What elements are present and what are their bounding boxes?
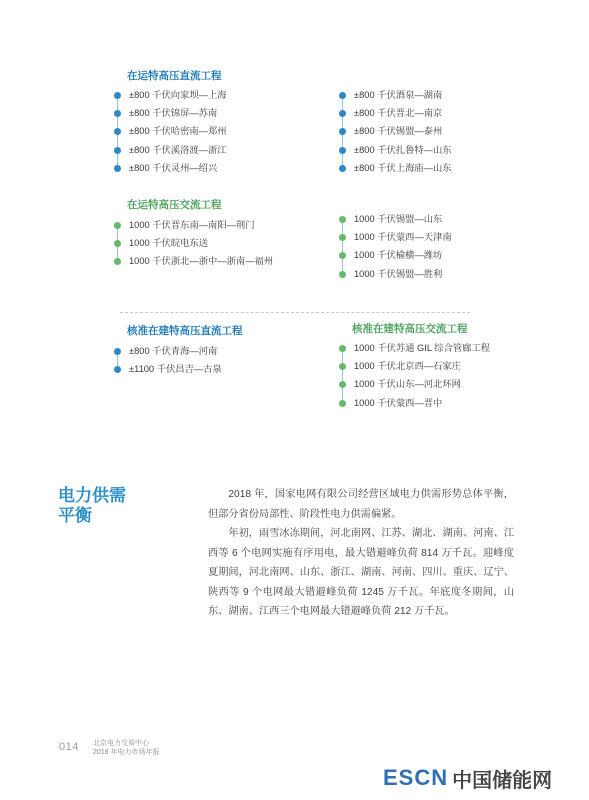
bullet-dot-icon — [114, 366, 121, 373]
body-paragraph: 2018 年，国家电网有限公司经营区域电力供需形势总体平衡，但部分省份局部性、阶段性电力供需偏紧。 — [208, 489, 514, 520]
divider — [120, 312, 470, 313]
list-item-label: ±800 千伏锦屏—苏南 — [129, 108, 218, 119]
bullet-dot-icon — [114, 128, 121, 135]
dc-approved-group — [127, 324, 243, 338]
dc-running-group — [127, 69, 222, 83]
ac-running-group — [127, 198, 222, 212]
dc-running-title: 在运特高压直流工程 — [127, 70, 222, 82]
bullet-dot-icon — [114, 222, 121, 229]
list-item-label: 1000 千伏皖电东送 — [129, 238, 209, 249]
bullet-dot-icon — [114, 110, 121, 117]
section-body — [208, 485, 514, 622]
list-item-label: ±800 千伏溪洛渡—浙江 — [129, 144, 227, 155]
bullet-dot-icon — [339, 234, 346, 241]
list-item-label: 1000 千伏锡盟—胜利 — [354, 268, 443, 279]
bullet-dot-icon — [114, 258, 121, 265]
list-item-label: ±1100 千伏昌吉—古泉 — [129, 364, 222, 375]
list-item-label: 1000 千伏山东—河北环网 — [354, 379, 461, 390]
list-item-label: ±800 千伏晋北—南京 — [354, 108, 443, 119]
bullet-dot-icon — [339, 345, 346, 352]
section-title-line2: 平衡 — [58, 506, 92, 525]
watermark-latin: ESCN — [383, 765, 449, 790]
dc-approved-title: 核准在建特高压直流工程 — [127, 325, 243, 337]
bullet-dot-icon — [339, 271, 346, 278]
ac-approved-title: 核准在建特高压交流工程 — [352, 323, 468, 335]
watermark-cjk: 中国储能网 — [452, 769, 553, 792]
list-item-label: 1000 千伏锡盟—山东 — [354, 214, 443, 224]
page-number: 014 — [59, 741, 79, 753]
bullet-dot-icon — [114, 348, 121, 355]
footer-org-name: 北京电力交易中心 — [93, 740, 149, 747]
bullet-dot-icon — [339, 216, 346, 223]
list-item-label: 1000 千伏苏通 GIL 综合管廊工程 — [354, 343, 491, 353]
footer-org — [93, 739, 160, 757]
timeline-line — [342, 348, 343, 403]
watermark-logo — [383, 764, 552, 792]
list-item-label: ±800 千伏向家坝—上海 — [129, 90, 227, 100]
section-title — [58, 486, 168, 526]
bullet-dot-icon — [114, 165, 121, 172]
bullet-dot-icon — [339, 165, 346, 172]
bullet-dot-icon — [114, 147, 121, 154]
bullet-dot-icon — [339, 252, 346, 259]
list-item-label: ±800 千伏酒泉—湖南 — [354, 90, 443, 100]
list-item-label: ±800 千伏灵州—绍兴 — [129, 162, 218, 173]
bullet-dot-icon — [339, 128, 346, 135]
list-item-label: ±800 千伏扎鲁特—山东 — [354, 144, 452, 155]
timeline-line — [342, 219, 343, 274]
ac-running-title: 在运特高压交流工程 — [127, 199, 222, 211]
footer-report-name: 2018 年电力市场年报 — [93, 749, 160, 756]
list-item-label: ±800 千伏上海庙—山东 — [354, 162, 452, 173]
list-item-label: 1000 千伏榆横—潍坊 — [354, 250, 443, 261]
ac-approved-group — [352, 322, 468, 336]
bullet-dot-icon — [114, 240, 121, 247]
bullet-dot-icon — [339, 363, 346, 370]
list-item-label: 1000 千伏北京西—石家庄 — [354, 361, 461, 372]
bullet-dot-icon — [114, 92, 121, 99]
list-item-label: ±800 千伏哈密南—郑州 — [129, 126, 227, 137]
body-paragraph: 年初，雨雪冰冻期间，河北南网、江苏、湖北、湖南、河南、江西等 6 个电网实施有序用电，最大错避峰负荷 814 万千瓦。迎峰度夏期间，河北南网、山东、浙江、湖南、河南、四川、重庆、辽宁、陕西等 9 个电网最大错避峰负荷 1245 万千瓦。年底度冬期间，山东、湖南、江西三个电网最大错避峰负荷 212 万千瓦。 — [208, 528, 514, 617]
list-item-label: 1000 千伏蒙西—晋中 — [354, 397, 443, 408]
bullet-dot-icon — [339, 147, 346, 154]
bullet-dot-icon — [339, 110, 346, 117]
list-item-label: 1000 千伏蒙西—天津南 — [354, 232, 452, 243]
bullet-dot-icon — [339, 92, 346, 99]
list-item-label: 1000 千伏浙北—浙中—浙南—福州 — [129, 256, 274, 267]
list-item-label: 1000 千伏晋东南—南阳—荆门 — [129, 220, 255, 230]
list-item-label: ±800 千伏青海—河南 — [129, 346, 218, 356]
bullet-dot-icon — [339, 381, 346, 388]
section-title-line1: 电力供需 — [58, 486, 126, 505]
bullet-dot-icon — [339, 400, 346, 407]
list-item-label: ±800 千伏锡盟—泰州 — [354, 126, 443, 137]
